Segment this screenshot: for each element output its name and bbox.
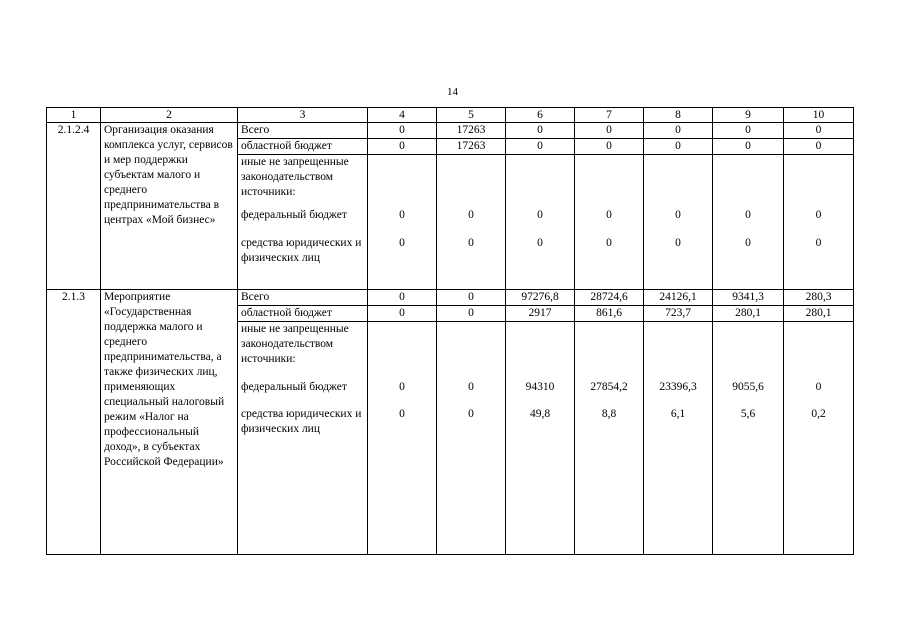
value-group (368, 322, 437, 555)
value-cell: 0 (506, 123, 575, 139)
row-name: Мероприятие «Государственная поддержка малого и среднего предпринимательства, а также физических лиц, применяющих специальный налоговый режим «Налог на профессиональный доход», в субъектах Российской Федерации» (101, 290, 238, 555)
value-federal: 0 (606, 209, 612, 221)
other-sources-label: иные не запрещенные законодательством источники: (241, 156, 349, 198)
header-cell: 10 (784, 108, 854, 123)
value-cell: 9341,3 (713, 290, 784, 306)
header-cell: 1 (47, 108, 101, 123)
value-legal: 0,2 (811, 408, 826, 420)
value-group (506, 322, 575, 555)
value-group (644, 322, 713, 555)
value-federal: 0 (399, 381, 405, 393)
header-cell: 8 (644, 108, 713, 123)
value-cell: 0 (368, 306, 437, 322)
value-group (713, 322, 784, 555)
value-federal: 0 (537, 209, 543, 221)
header-cell: 7 (575, 108, 644, 123)
value-federal: 9055,6 (732, 381, 764, 393)
header-cell: 6 (506, 108, 575, 123)
value-federal: 0 (745, 209, 751, 221)
value-legal: 8,8 (601, 408, 617, 420)
value-legal: 0 (399, 237, 405, 249)
value-federal: 0 (815, 209, 822, 221)
header-cell: 3 (238, 108, 368, 123)
source-group (238, 322, 368, 555)
value-cell: 0 (644, 123, 713, 139)
value-cell: 0 (368, 290, 437, 306)
value-cell: 0 (784, 139, 854, 155)
value-federal: 0 (468, 209, 474, 221)
legal-label: средства юридических и физических лиц (241, 237, 362, 264)
value-cell: 0 (368, 123, 437, 139)
header-cell: 9 (713, 108, 784, 123)
value-federal: 0 (815, 381, 822, 393)
value-group (368, 155, 437, 290)
source-label: Всего (238, 123, 368, 139)
value-legal: 5,6 (740, 408, 756, 420)
header-cell: 2 (101, 108, 238, 123)
value-cell: 17263 (437, 123, 506, 139)
value-cell: 0 (437, 290, 506, 306)
header-cell: 5 (437, 108, 506, 123)
value-cell: 0 (575, 139, 644, 155)
value-legal: 0 (468, 408, 474, 420)
legal-label: средства юридических и физических лиц (241, 408, 362, 435)
federal-label: федеральный бюджет (241, 381, 347, 393)
value-group (784, 155, 854, 290)
value-federal: 23396,3 (659, 381, 697, 393)
value-cell: 24126,1 (644, 290, 713, 306)
value-legal: 49,8 (529, 408, 551, 420)
table-row (47, 123, 854, 139)
value-legal: 0 (606, 237, 612, 249)
header-cell: 4 (368, 108, 437, 123)
value-cell: 0 (644, 139, 713, 155)
value-federal: 27854,2 (590, 381, 628, 393)
value-federal: 0 (399, 209, 405, 221)
value-group (644, 155, 713, 290)
value-legal: 0 (745, 237, 751, 249)
value-cell: 17263 (437, 139, 506, 155)
budget-table (46, 107, 854, 555)
row-code: 2.1.3 (47, 290, 101, 555)
value-cell: 280,1 (713, 306, 784, 322)
source-label: областной бюджет (238, 139, 368, 155)
other-sources-label: иные не запрещенные законодательством источники: (241, 323, 349, 365)
value-group (437, 322, 506, 555)
row-name: Организация оказания комплекса услуг, сервисов и мер поддержки субъектам малого и среднего предпринимательства в центрах «Мой бизнес» (101, 123, 238, 290)
value-federal: 0 (675, 209, 681, 221)
value-cell: 0 (713, 139, 784, 155)
value-cell: 280,3 (784, 290, 854, 306)
value-cell: 2917 (506, 306, 575, 322)
value-cell: 861,6 (575, 306, 644, 322)
value-cell: 0 (437, 306, 506, 322)
value-legal: 0 (399, 408, 405, 420)
value-federal: 94310 (525, 381, 555, 393)
value-cell: 0 (506, 139, 575, 155)
value-legal: 6,1 (670, 408, 686, 420)
value-cell: 723,7 (644, 306, 713, 322)
value-group (437, 155, 506, 290)
value-federal: 0 (468, 381, 474, 393)
value-cell: 0 (713, 123, 784, 139)
source-group (238, 155, 368, 290)
source-label: областной бюджет (238, 306, 368, 322)
value-cell: 0 (368, 139, 437, 155)
value-legal: 0 (815, 237, 822, 249)
value-legal: 0 (675, 237, 681, 249)
value-group (506, 155, 575, 290)
row-code: 2.1.2.4 (47, 123, 101, 290)
value-legal: 0 (468, 237, 474, 249)
value-cell: 0 (784, 123, 854, 139)
federal-label: федеральный бюджет (241, 209, 347, 221)
value-group (575, 155, 644, 290)
value-cell: 0 (575, 123, 644, 139)
value-group (784, 322, 854, 555)
value-group (713, 155, 784, 290)
value-cell: 28724,6 (575, 290, 644, 306)
page-number: 14 (447, 86, 458, 98)
table-header-row (47, 108, 854, 123)
value-cell: 280,1 (784, 306, 854, 322)
value-group (575, 322, 644, 555)
value-legal: 0 (537, 237, 543, 249)
table-row (47, 290, 854, 306)
value-cell: 97276,8 (506, 290, 575, 306)
source-label: Всего (238, 290, 368, 306)
